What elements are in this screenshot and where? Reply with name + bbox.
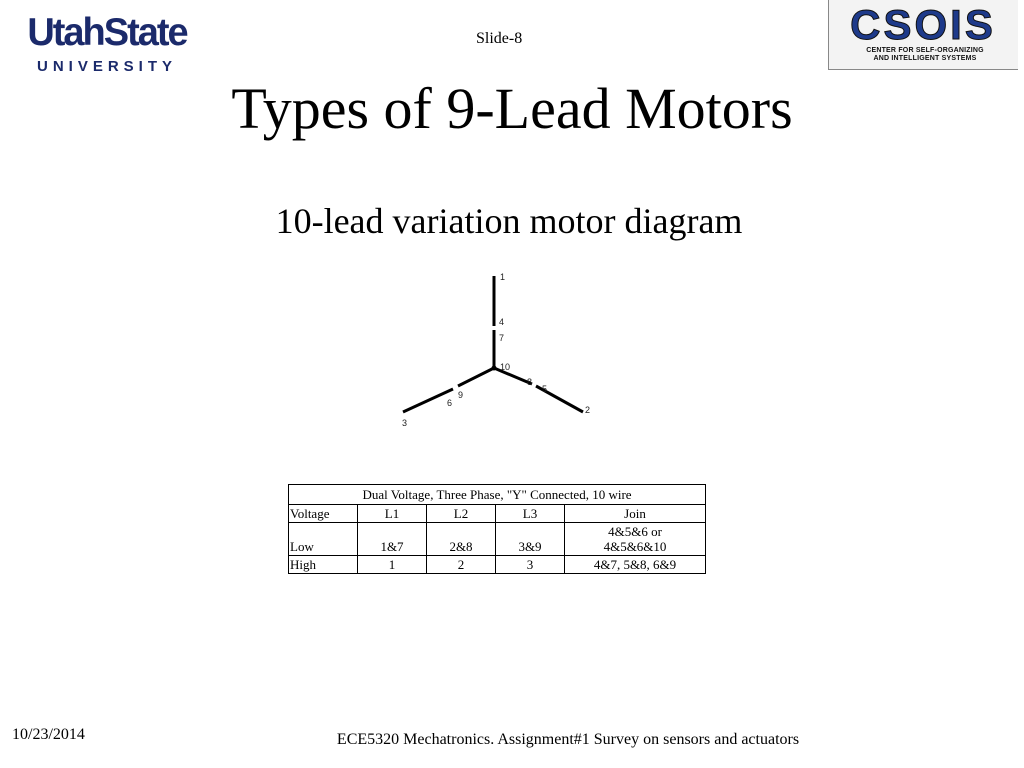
lead-10-9-line [458, 368, 494, 386]
cell-l1: 1 [358, 556, 427, 574]
usu-logo-wordmark: UtahState [27, 11, 187, 55]
csois-logo-wordmark: CSOIS [850, 1, 996, 48]
cell-join-line2: 4&5&6&10 [603, 539, 667, 554]
lead-label-1: 1 [500, 272, 506, 282]
cell-l3: 3 [496, 556, 565, 574]
csois-logo [828, 0, 1018, 70]
table-caption: Dual Voltage, Three Phase, "Y" Connected, 10 wire [289, 485, 706, 505]
lead-6-3-line [403, 389, 453, 412]
lead-label-6: 6 [447, 398, 453, 408]
lead-label-5: 5 [542, 384, 548, 394]
table-caption-row [289, 485, 706, 505]
header-join: Join [565, 505, 706, 523]
cell-join [565, 523, 706, 556]
footer-date: 10/23/2014 [12, 726, 85, 743]
header-l2: L2 [427, 505, 496, 523]
cell-l3: 3&9 [496, 523, 565, 556]
cell-l1: 1&7 [358, 523, 427, 556]
csois-subtitle-line2: AND INTELLIGENT SYSTEMS [873, 55, 977, 62]
header-l1: L1 [358, 505, 427, 523]
lead-label-8: 8 [527, 377, 533, 387]
lead-label-3: 3 [402, 418, 408, 428]
header-l3: L3 [496, 505, 565, 523]
cell-voltage: High [289, 556, 358, 574]
usu-logo-subtitle: UNIVERSITY [36, 58, 177, 75]
wiring-table [288, 484, 706, 574]
slide-title: Types of 9-Lead Motors [231, 76, 793, 141]
lead-label-10: 10 [500, 362, 511, 372]
y-connection-diagram [390, 266, 610, 436]
table-header-row [289, 505, 706, 523]
lead-label-4: 4 [499, 317, 505, 327]
lead-label-9: 9 [458, 390, 464, 400]
cell-join-line1: 4&5&6 or [608, 524, 662, 539]
footer-text: ECE5320 Mechatronics. Assignment#1 Survey on sensors and actuators [336, 731, 800, 748]
cell-voltage: Low [289, 523, 358, 556]
cell-join: 4&7, 5&8, 6&9 [565, 556, 706, 574]
csois-logo-subtitle [839, 47, 1011, 63]
slide-subtitle: 10-lead variation motor diagram [275, 201, 743, 241]
lead-label-2: 2 [585, 405, 591, 415]
cell-l2: 2 [427, 556, 496, 574]
csois-subtitle-line1: CENTER FOR SELF-ORGANIZING [866, 47, 984, 54]
table-row [289, 556, 706, 574]
header-voltage: Voltage [289, 505, 358, 523]
usu-logo [14, 10, 200, 74]
lead-label-7: 7 [499, 333, 505, 343]
table-row [289, 523, 706, 556]
cell-l2: 2&8 [427, 523, 496, 556]
slide-number: Slide-8 [476, 30, 523, 47]
center-node [492, 366, 497, 371]
